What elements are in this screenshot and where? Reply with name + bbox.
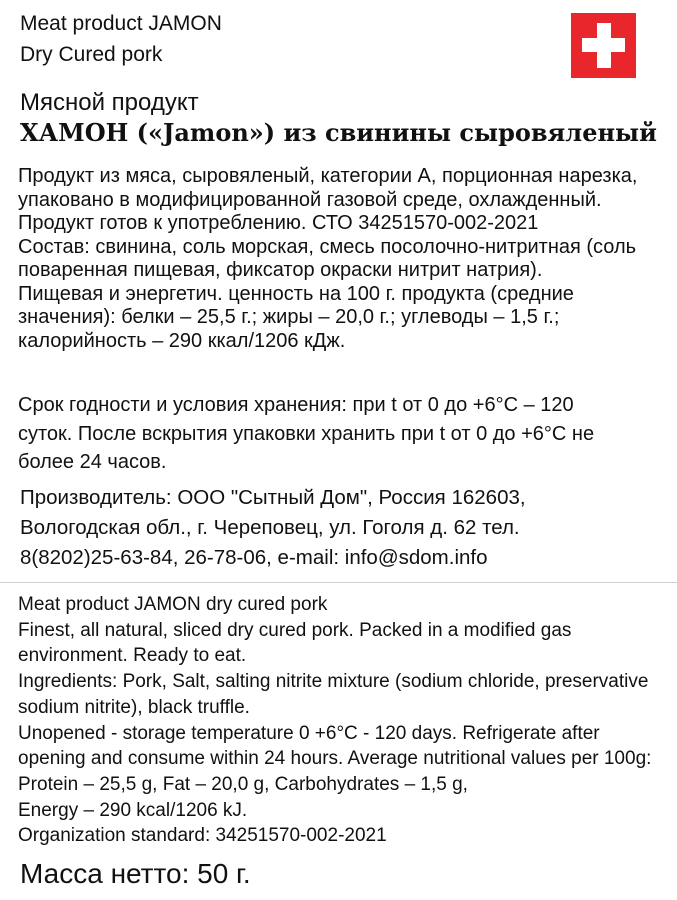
ru-storage-line: суток. После вскрытия упаковки хранить при t от 0 до +6°С не [18, 422, 595, 445]
ru-desc-line: калорийность – 290 ккал/1206 кДж. [18, 329, 346, 352]
en-line: Finest, all natural, sliced dry cured pork. Packed in a modified gas [18, 619, 572, 641]
net-weight: Масса нетто: 50 г. [20, 858, 251, 889]
ru-producer [20, 483, 526, 573]
en-line: Protein – 25,5 g, Fat – 20,0 g, Carbohydrates – 1,5 g, [18, 773, 468, 795]
en-line: opening and consume within 24 hours. Average nutritional values per 100g: [18, 748, 652, 770]
ru-description [18, 165, 637, 353]
ru-storage-line: Срок годности и условия хранения: при t от 0 до +6°С – 120 [18, 394, 574, 416]
ru-producer-line: Производитель: ООО "Сытный Дом", Россия 162603, [20, 486, 526, 509]
en-line: sodium nitrite), black truffle. [18, 696, 250, 718]
ru-desc-line: Продукт готов к употреблению. СТО 34251570-002-2021 [18, 212, 539, 234]
swiss-flag-icon [571, 13, 636, 78]
ru-producer-line: Вологодская обл., г. Череповец, ул. Гоголя д. 62 тел. [20, 516, 520, 539]
ru-storage-line: более 24 часов. [18, 451, 167, 473]
en-line: Meat product JAMON dry cured pork [18, 594, 328, 615]
en-line: Ingredients: Pork, Salt, salting nitrite mixture (sodium chloride, preservative [18, 671, 649, 693]
en-line: Energy – 290 kcal/1206 kJ. [18, 799, 248, 821]
ru-desc-line: Состав: свинина, соль морская, смесь посолочно-нитритная (соль [18, 235, 637, 258]
ru-category: Мясной продукт [20, 89, 199, 116]
ru-storage [18, 391, 594, 477]
ru-title: ХАМОН («Jamon») из свинины сыровяленый [20, 118, 657, 147]
header-product-type: Dry Cured pork [20, 43, 163, 66]
ru-producer-line: 8(8202)25-63-84, 26-78-06, e-mail: info@sdom.info [20, 546, 488, 569]
ru-desc-line: упаковано в модифицированной газовой среде, охлажденный. [18, 188, 602, 211]
en-line: environment. Ready to eat. [18, 645, 247, 667]
en-description [18, 592, 651, 849]
en-line: Unopened - storage temperature 0 +6°C - 120 days. Refrigerate after [18, 722, 600, 744]
ru-desc-line: Пищевая и энергетич. ценность на 100 г. продукта (средние [18, 282, 574, 305]
section-divider [0, 582, 677, 583]
ru-desc-line: значения): белки – 25,5 г.; жиры – 20,0 г.; углеводы – 1,5 г.; [18, 306, 560, 328]
ru-desc-line: поваренная пищевая, фиксатор окраски нитрит натрия). [18, 259, 543, 281]
header-product-name: Meat product JAMON [20, 12, 222, 35]
ru-desc-line: Продукт из мяса, сыровяленый, категории А, порционная нарезка, [18, 165, 638, 187]
en-line: Organization standard: 34251570-002-2021 [18, 825, 387, 847]
